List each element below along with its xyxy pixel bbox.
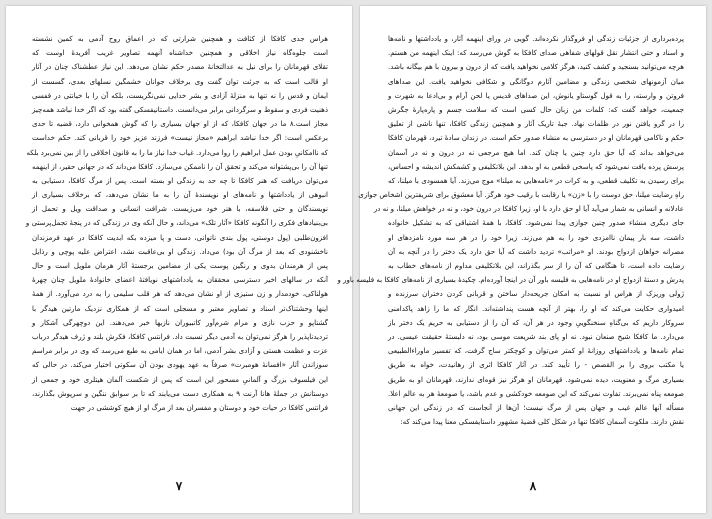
left-page-text <box>25 32 328 415</box>
text-line: و اسناد و حتی انتشار نقل قولهای شفاهی صدای کافکا به گوش می‌رسد که: اینک اینهمه من هستم. <box>388 48 684 58</box>
right-page-text <box>337 32 684 429</box>
text-line: بی‌بنیادهای فکری را آنگونه کافکا «آثار تلک» می‌داند، و حال آنکه وی در زندگی که در پنجهٔ تجمل‌پرستی و <box>25 218 328 228</box>
text-line: تقلای قهرمانان را برای نیل به عدالتخانهٔ مصدر حکم نشان می‌دهد. این نیاز عطشناک چنان در آثار <box>32 62 328 72</box>
text-line: هراس جدی کافکا از کثافت و همچنین شرارتی که در اعماق روح آدمی به کمین نشسته <box>32 34 328 43</box>
text-line: فرانتس کافکا در حیات خود و دوستان و مفسران بعد از مرگ او از هیچ کوششی در جهت <box>70 402 328 412</box>
text-line: افزون‌طلبی (پول دوستی، پول بندی ناتوانی، دست و پا میزده بکه ابدیت کافکا در عهد فرمزندان <box>32 232 328 242</box>
text-line: دوستانش در جملهٔ هانا آرنت ۹ به همکاری دست می‌یابند که تا بر سوابق ننگین و سرپوش بگذارند، <box>32 388 328 398</box>
text-line: پدرش و دستهٔ ازدواج او در نامه‌هایی به فلیسه باور آن در اینجا آورده‌ام. چکیدهٔ بسیاری از نامه‌های کافکا به فلیسه باور و <box>337 275 684 285</box>
text-line: ژولی وریزک از هراس او نسبت به امکان جریحه‌دار ساختن و قربانی کردن دختران سرزنده و <box>388 289 684 299</box>
text-line: می‌دارد. ما کافکا شیخ صنعان نبود. نه او پای بند شریعت موسی بود، نه دلبستهٔ حقیقت عیسی. در <box>388 331 684 341</box>
text-line: انبوهی از یادداشتها و نامه‌های او نویسندهٔ آن را به ما نشان می‌دهد، که برخلاف بسیاری از <box>32 190 328 200</box>
text-line: داشت، سه بار پیمان ناامزدی خود را به هم می‌زند. زیرا خود را در هر سه مورد نامزدهای او <box>388 232 684 242</box>
text-line: جای دیگری منشاء صدور چنین جوازی پیدا نمی‌شود. کافکا، با همهٔ اشتیاقی که به تشکیل خانواده <box>388 218 684 228</box>
text-line: هرچه می‌توانید بسنجید و کشف کنید، هرگز کلامی نخواهید یافت که از درون و بیرون با هم بیگانه باشد. <box>388 62 684 72</box>
text-line: نویسندگان و حتی فلاسفه، با هنر خود می‌زیست. شرافت انسانی و صداقت ویل و تحمل از <box>32 204 328 214</box>
text-line: پرسش پرده یافت نمی‌شود که پاسخی قطعی به او بدهد. این بلاتکلیفی و کشمکش اندیشه و احساس، <box>388 161 684 171</box>
left-page <box>6 6 352 513</box>
text-line: جمعیت، خواهد گفت که: کلمات من زبان حال کسی است که سلامت جسم و پاره‌پارهٔ جگرش <box>388 104 684 114</box>
left-page-number: ۷ <box>175 479 183 493</box>
text-line: عزت و عظمت هستی و آزادی بشر آدمی، اما در همان ایامی به طبع می‌رسد که وی در برابر مراسم <box>32 346 328 356</box>
text-line: او قالب است که به جرئت توان گفت وی برخلاف جوانان خشمگین نسلهای بعدی، گسست از <box>32 76 328 86</box>
text-line: می‌توان دریافت که هنر کافکا تا چه حد به زندگی او بسته است. پس از مرگ کافکا، دستیابی به <box>32 175 328 185</box>
text-line: ذهنیت فردی و سقوط و سرگردانی برابر می‌دانست. داستانیفسکی گفته بود که اگر خدا نباشد همه‌چیز <box>32 104 328 114</box>
text-line: برای رسیدن به تکلیف قطعی، و به کرات در «نامه‌هایی به میلنا» موج می‌زند. آیا همسودی با میلنا، که <box>388 175 684 185</box>
text-line: می‌خواهد بداند که آیا حق دارد چنین یا چنان کند. اما هیچ مرجعی نه در درون و نه در آسمان <box>388 147 684 157</box>
right-page-number: ۸ <box>529 479 537 493</box>
text-line: مجاز است.۸ ما در جهان کافکا، که از او جهان بسیاری را که گوش همخوانی دارد، قضیه تا حدی <box>32 119 328 129</box>
text-line: عادلانه و انسانی به شمار می‌آید آیا او حق دارد با او، زیرا کافکا در درون خود، و نه در خواهش میلنا، و نه در <box>373 204 684 214</box>
text-line: تردیدناپذیر را هرگز نمی‌توان به آدمی دیگر نسبت داد. فرانتس کافکا، فکرش بلند و ژرف هیدگر درباب <box>32 331 328 341</box>
text-line: رضایت داده است، تا هنگامی که آن را از سر بگذراند، این بلاتکلیفی مداوم از نامه‌های خطاب به <box>388 261 684 270</box>
text-line: تنها آن را بی‌پشتوانه می‌کند و تحقق آن را ناممکن می‌سازد. کافکا می‌داند که در جهانی حقیر، از اینهمه <box>32 161 328 171</box>
text-line: ناخشنودی که بعد از مرگ آن بود) می‌داد. زندگی او بی‌عاقبت نشد، اعتراض علیه پوچی و رذایل <box>32 246 328 256</box>
text-line: تمام نامه‌ها و یادداشتهای روزانهٔ او کمتر می‌توان و کوچکتر ساج گرفت، که تفسیر ماوراءالطبیعی <box>388 346 684 356</box>
text-line: پرده‌برداری از جزئیات زندگی او فروگذار نکرده‌اند. گویی در ورای اینهمه آثار، و یادداشتها و نامه‌ها <box>388 34 684 43</box>
text-line: ایمان و قدس را نه تنها به منزلهٔ آزادی و بشر خدایی نمی‌نگریست، بلکه آن را با خیانتی در قفسی <box>32 90 328 100</box>
right-page <box>337 6 706 513</box>
text-line: میان آزمونهای شخصی زندگی و مضامین آثارم دوگانگی و شکافی نخواهید یافت. این صداهای <box>388 76 684 86</box>
text-line: فروتن و وارسته، را به قول گوستاو یانوش، این صداهای قدیس یا لحن آرام و بی‌ادعا به شهرت و <box>388 90 684 100</box>
text-line: گشتاپو و حزب نازی و مرام شرم‌آور کاتبیوران نازیها خبر می‌دهند. این دوچهرگی آشکار و <box>32 317 328 327</box>
text-line: امیدواری حکایت می‌کند که او را، بهتر از آنچه هست پنداشته‌اند. انگار که ما را زاهد پاکدامنی <box>388 303 684 313</box>
text-line: حکم و ناکامی قهرمانان او در دسترسی به منشاء صدور حکم است. در زندان سادهٔ تیرد، قهرمان کافکا <box>388 133 684 143</box>
text-line: برعکس است: اگر خدا نباشد ابراهیم «مجاز نیست» فرزند عزیز خود را قربانی کند. حکم خداست <box>32 133 328 143</box>
text-line: بسیاری مرگ و معنویت، دیده نمی‌شود. قهرمانان او هرگز نیز قوه‌ای ندارند، قهرمانان او به طریق <box>388 374 684 384</box>
text-line: اینها وحشتناک‌تر اسناد و تصاویر معتبر و مسجلی است که از همکاری نزدیک مارتین هیدگر با <box>32 303 328 313</box>
text-line: که ناامکانیِ بودن عمل ابراهیم را روا می‌دارد. غیاب خدا نیاز ما را به قانون اخلاقی را از بین نمی‌برد بلکه <box>26 147 328 157</box>
text-line: سروکار داریم که بی‌گناهِ سنخنگوییِ وجود در هر آن، که آن را از دستیابی به حریم یک دختر باز <box>388 317 684 327</box>
text-line: صومعه پناه نمی‌برند. تفاوت نمی‌کند که این صومعه خودکشی و عدم باشد، یا صومعهٔ هر به عالم اعلا. <box>388 388 684 398</box>
text-line: یا مکتب بروی را بر القصص - را تأیید کند. در آثار کافکا اثری از رهانیدت، خواه به طریق <box>388 360 684 370</box>
text-line: مصرانه خواهان ازدواج بودند. او «مراتب» تردید داشت که آیا حق دارد یک دختر را در آنچه به آن <box>388 246 684 256</box>
text-line: نقش دارند. ملکوت آسمان کافکا تنها در شکل کلی قضیهٔ مشهور داستایفسکی معنا پیدا می‌کند که: <box>400 417 684 427</box>
text-line: مسأله آنها عالم غیب و جهان پس از مرگ نیست؛ آن‌ها از آنجاست که در زندگی این جهانی <box>388 402 684 412</box>
text-line: سوزاندن آثار «افسانهٔ هومبرت» صرفاً به عهد یهودی بودن آن سکوتی اختیار می‌کند. در حالی که <box>32 360 328 370</box>
text-line: را در گرو یافتن نور در ظلمات نهاد. جبهٔ تاریک آثار و همچنین زندگی کافکا، تنها ناشی از تعلیق <box>388 119 684 129</box>
text-line: راهِ رضایت میلنا، حق دوست را با «زن» یا رقابت با رقیب خود هرگز. آیا معشوق برای شریفترین اشخاص جوازی <box>358 190 684 200</box>
text-line: است جلوه‌گاه نیاز اخلاقی و همچنین خداشناه آنهمه تصاویر غریب آفریدهٔ اوست که <box>32 48 328 58</box>
text-line: پس از هرمندان بدوی و رنگین پوست یکی از مضامین برجستهٔ آثار هرمان ملویل است و حال <box>32 261 328 270</box>
text-line: هولناکی، خودمدار و زن ستیزی از او نشان می‌دهد که هر قلب سلیمی را به درد می‌آورد. از همهٔ <box>32 289 328 299</box>
text-line: این فیلسوف بزرگ و آلمانیِ مسحور این است که پس از شکست آلمان هیتلری خود و جمعی از <box>32 374 328 384</box>
text-line: آنکه در سالهای اخیر دسترسی محققان به یادداشتهای نویافتهٔ اعضای خانوادهٔ ملویل چنان چهرهٔ <box>32 275 328 285</box>
